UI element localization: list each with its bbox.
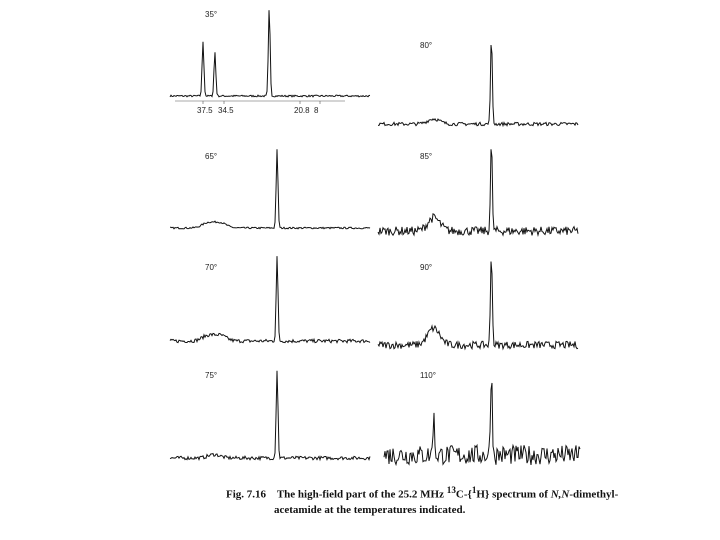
ppm-tick-label: 37.5 [197,106,213,115]
caption-text-2: spectrum of [489,488,551,501]
spectrum-trace-85 [378,149,578,235]
caption-line-2: acetamide at the temperatures indicated. [274,503,466,516]
ppm-tick-label: 34.5 [218,106,234,115]
temperature-label: 70° [205,263,218,272]
caption-label: Fig. 7.16 [226,488,267,501]
caption-nn: N,N [550,488,570,501]
temperature-label: 35° [205,10,218,19]
caption-h-sup: 1 [471,485,477,495]
temperature-label: 90° [420,263,433,272]
spectrum-trace-70 [170,256,370,343]
spectrum-trace-110 [384,383,580,465]
caption-text-3: -dimethyl- [569,488,619,501]
spectrum-trace-90 [378,262,578,349]
caption-c: C-{ [455,488,472,501]
spectrum-trace-65 [170,149,370,229]
temperature-label: 110° [420,371,436,380]
spectrum-trace-35 [170,10,370,97]
ppm-tick-label: 20.8 [294,106,310,115]
figure-caption [226,483,646,518]
temperature-label: 85° [420,152,433,161]
temperature-label: 75° [205,371,218,380]
spectrum-trace-75 [170,371,370,460]
temperature-label: 65° [205,152,218,161]
caption-text-1: The high-field part of the 25.2 MHz [276,488,444,501]
spectrum-trace-80 [378,45,578,126]
temperature-label: 80° [420,41,433,50]
caption-h: H} [476,488,490,501]
ppm-tick-label: 8 [314,106,319,115]
caption-iso-sup: 13 [446,485,456,495]
